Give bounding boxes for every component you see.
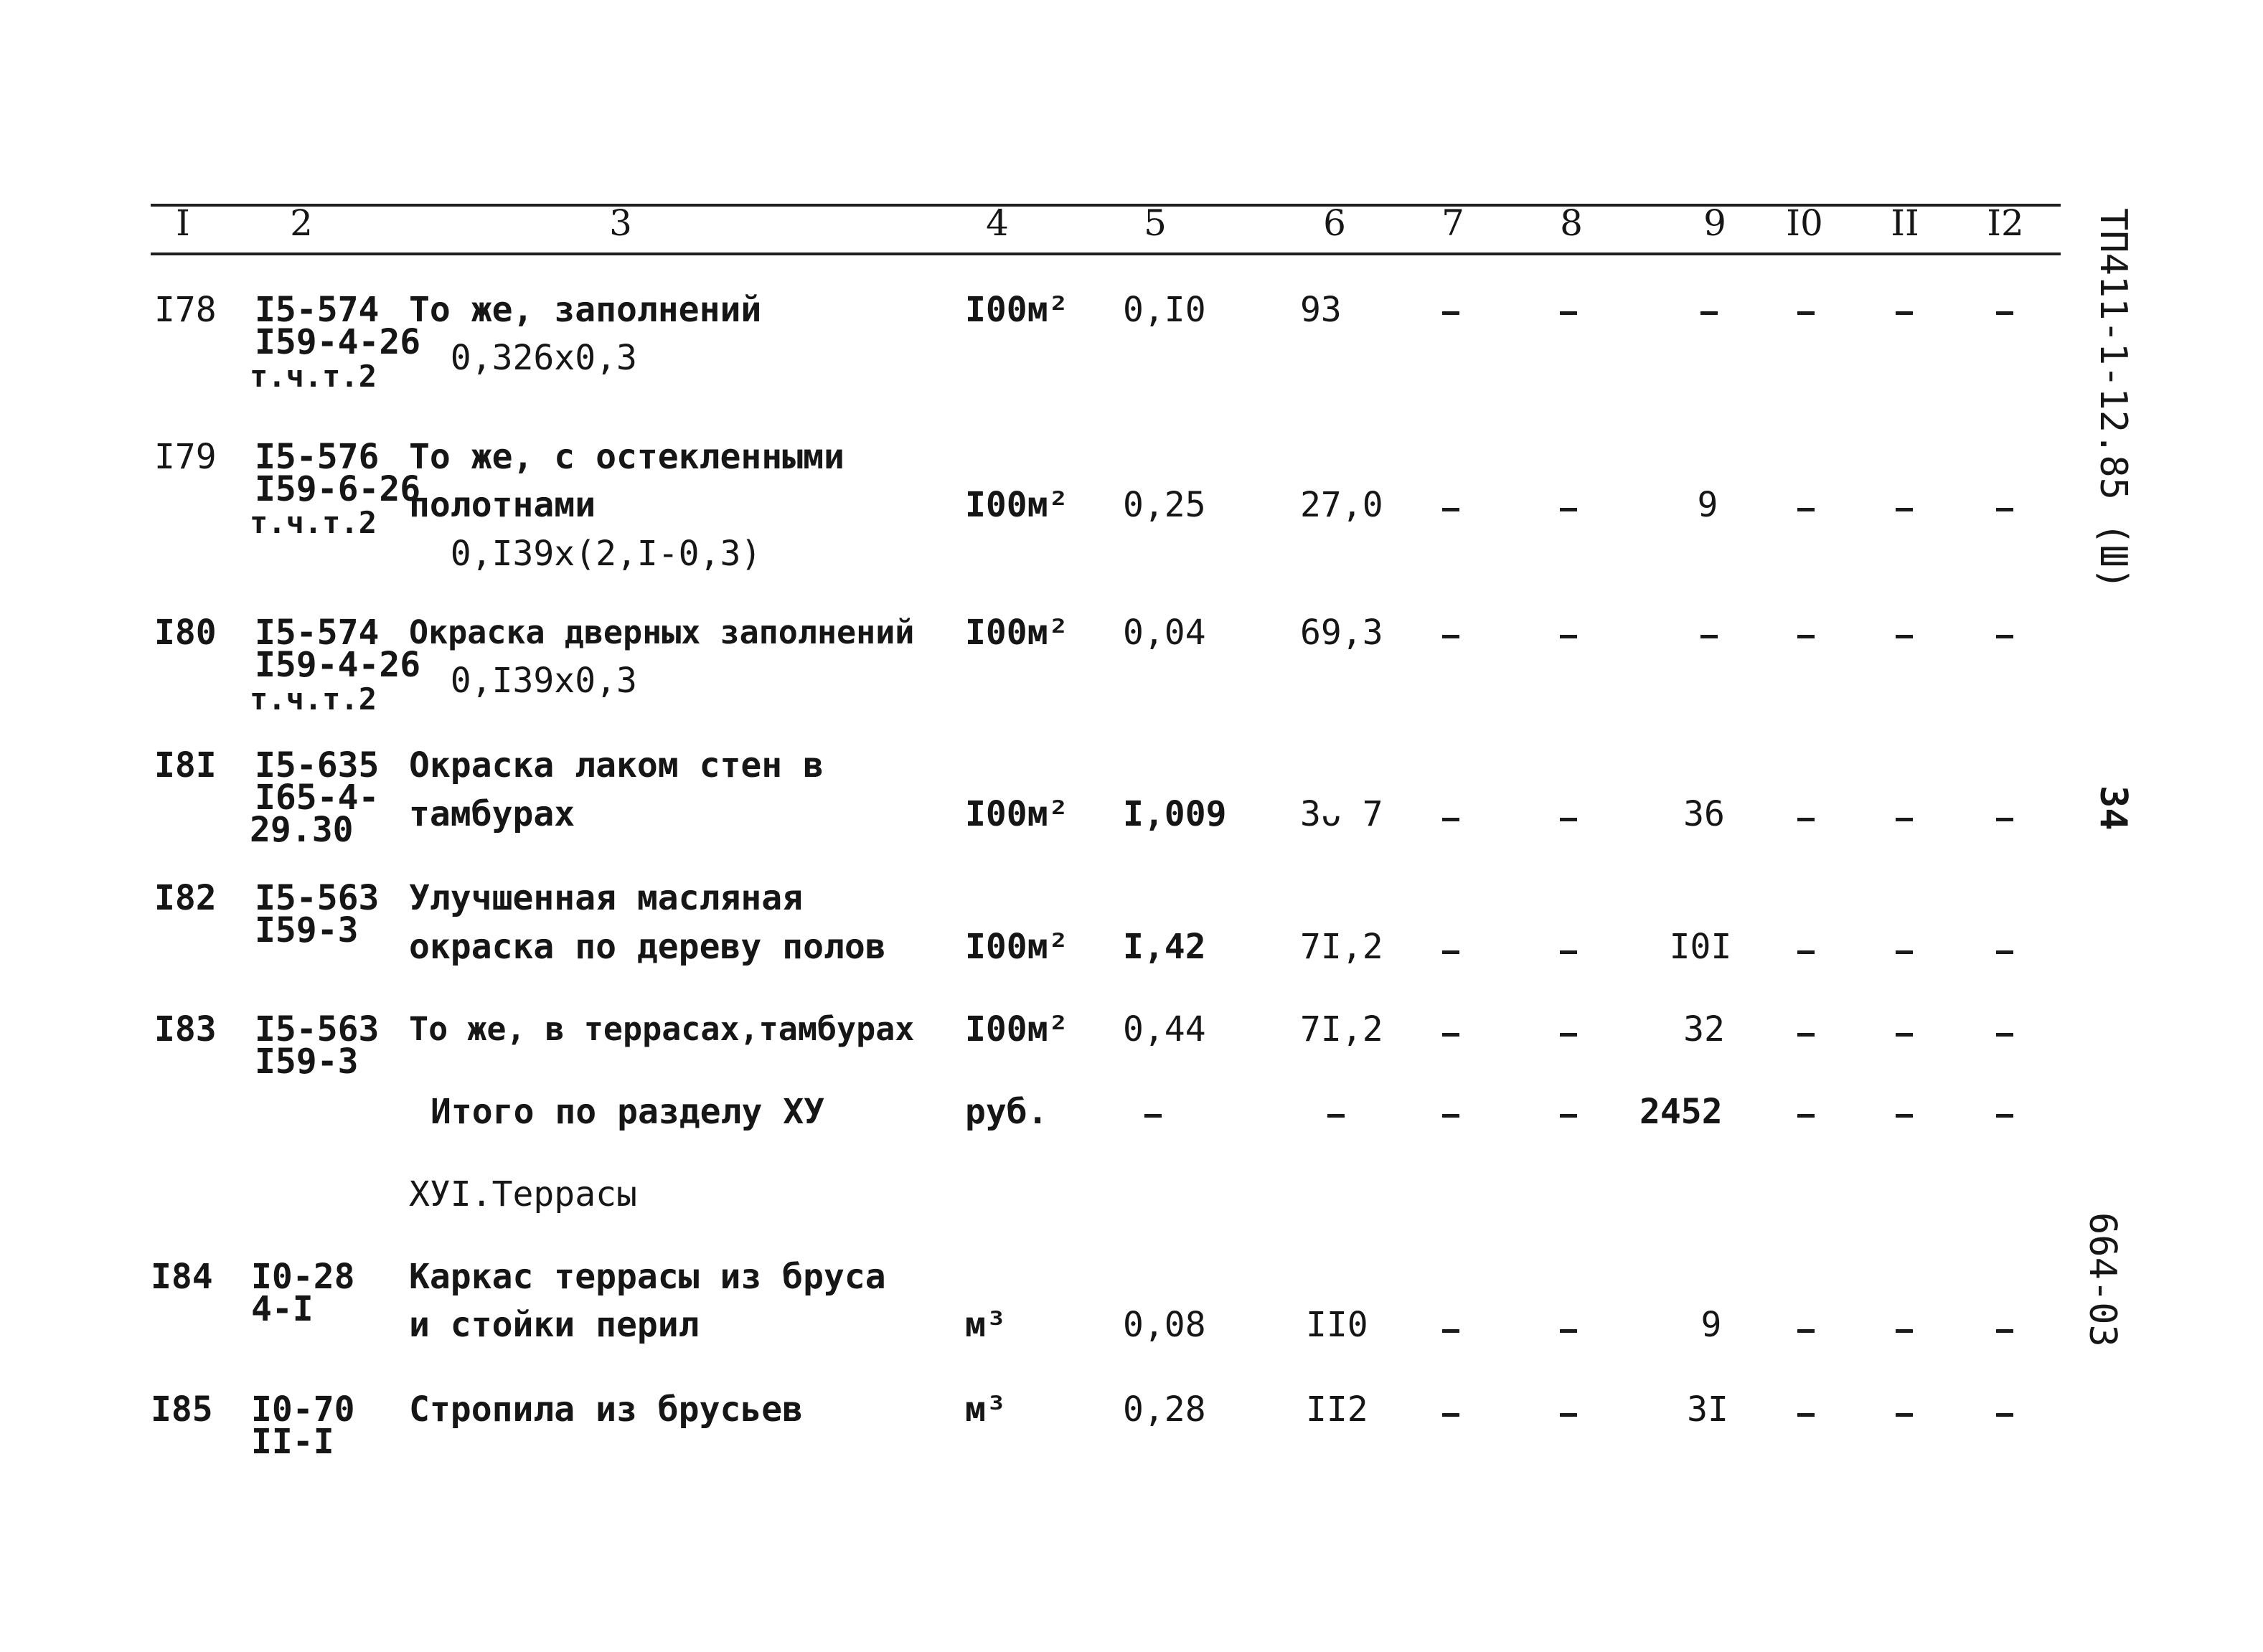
row-col11-dash	[1896, 508, 1913, 511]
row-code-line: I59-4-26	[255, 645, 421, 685]
total-label: Итого по разделу ХУ	[431, 1092, 825, 1132]
row-description-line: Каркас террасы из бруса	[409, 1257, 886, 1297]
row-total-cost: 9	[1697, 485, 1718, 525]
row-col9-dash	[1700, 635, 1718, 638]
album-code: 664-03	[2081, 1212, 2124, 1347]
row-total-cost: I0I	[1669, 927, 1732, 967]
row-unit-price: 27,0	[1300, 485, 1383, 525]
page-number: 34	[2092, 785, 2135, 831]
row-code-line: т.ч.т.2	[250, 681, 377, 717]
row-code-line: I0-28	[251, 1257, 355, 1297]
column-header-8: 8	[1560, 202, 1583, 244]
row-number: I8I	[154, 745, 217, 785]
total-col11-dash	[1896, 1114, 1913, 1118]
row-code-line: 4-I	[251, 1289, 314, 1329]
row-description-line: 0,I39х(2,I-0,3)	[409, 534, 762, 574]
row-description-line: 0,I39х0,3	[409, 661, 637, 701]
row-col7-dash	[1442, 311, 1459, 315]
total-qty-dash	[1144, 1114, 1162, 1118]
row-col8-dash	[1560, 818, 1577, 821]
row-col11-dash	[1896, 950, 1913, 954]
row-description-line: тамбурах	[409, 794, 575, 834]
row-number: I79	[154, 437, 217, 477]
row-description-line: окраска по дереву полов	[409, 927, 886, 967]
row-col8-dash	[1560, 1329, 1577, 1333]
row-description-line: и стойки перил	[409, 1305, 700, 1345]
row-total-cost: 32	[1683, 1009, 1725, 1049]
row-code-line: I5-574	[255, 290, 380, 330]
row-col10-dash	[1797, 818, 1815, 821]
row-col7-dash	[1442, 1413, 1459, 1417]
row-col7-dash	[1442, 950, 1459, 954]
row-col8-dash	[1560, 635, 1577, 638]
row-col7-dash	[1442, 508, 1459, 511]
row-unit-price: II2	[1306, 1389, 1368, 1430]
row-code-line: I65-4-	[255, 778, 380, 818]
row-quantity: 0,28	[1123, 1389, 1206, 1430]
row-description-line: 0,326х0,3	[409, 338, 637, 378]
row-col8-dash	[1560, 311, 1577, 315]
row-unit-price: 69,3	[1300, 613, 1383, 653]
row-code-line: I5-563	[255, 1009, 380, 1049]
row-unit: м³	[965, 1389, 1007, 1430]
row-col11-dash	[1896, 1033, 1913, 1037]
row-col10-dash	[1797, 508, 1815, 511]
total-price-dash	[1327, 1114, 1345, 1118]
row-code-line: I5-576	[255, 437, 380, 477]
row-col11-dash	[1896, 1413, 1913, 1417]
total-col7-dash	[1442, 1114, 1459, 1118]
row-number: I83	[154, 1009, 217, 1049]
row-col8-dash	[1560, 1413, 1577, 1417]
row-code-line: II-I	[251, 1422, 334, 1462]
column-header-6: 6	[1323, 202, 1346, 244]
total-unit: руб.	[965, 1092, 1048, 1132]
row-number: I84	[151, 1257, 213, 1297]
row-description-line: То же, в террасах,тамбурах	[409, 1010, 915, 1048]
row-unit-price: 7I,2	[1300, 927, 1383, 967]
row-col7-dash	[1442, 635, 1459, 638]
row-quantity: 0,08	[1123, 1305, 1206, 1345]
row-quantity: 0,I0	[1123, 290, 1206, 330]
row-col12-dash	[1996, 950, 2013, 954]
column-header-11: II	[1891, 202, 1919, 244]
row-col11-dash	[1896, 1329, 1913, 1333]
row-code-line: т.ч.т.2	[250, 505, 377, 540]
row-col7-dash	[1442, 1033, 1459, 1037]
row-unit-price: 7I,2	[1300, 1009, 1383, 1049]
row-code-line: 29.30	[250, 810, 354, 850]
row-col11-dash	[1896, 635, 1913, 638]
row-col10-dash	[1797, 1033, 1815, 1037]
total-col10-dash	[1797, 1114, 1815, 1118]
row-code-line: I5-563	[255, 878, 380, 918]
row-code-line: т.ч.т.2	[250, 359, 377, 394]
row-description-line: То же, заполнений	[409, 290, 762, 330]
column-header-9: 9	[1703, 202, 1726, 244]
total-sum: 2452	[1639, 1092, 1723, 1132]
row-description-line: Улучшенная масляная	[409, 878, 804, 918]
row-col10-dash	[1797, 635, 1815, 638]
column-header-5: 5	[1144, 202, 1167, 244]
row-total-cost: 36	[1683, 794, 1725, 834]
row-quantity: 0,25	[1123, 485, 1206, 525]
row-quantity: I,42	[1123, 927, 1206, 967]
row-code-line: I5-574	[255, 613, 380, 653]
document-code: ТП411-1-12.85 (Ш)	[2092, 208, 2135, 590]
row-unit: I00м²	[965, 1009, 1069, 1049]
header-bottom-rule	[151, 252, 2061, 255]
row-description-line: Окраска дверных заполнений	[409, 613, 915, 651]
column-header-1: I	[176, 202, 190, 244]
column-header-2: 2	[290, 202, 313, 244]
row-col12-dash	[1996, 818, 2013, 821]
column-header-7: 7	[1441, 202, 1464, 244]
column-header-4: 4	[986, 202, 1009, 244]
row-code-line: I59-3	[255, 1042, 359, 1082]
row-unit: I00м²	[965, 613, 1069, 653]
row-unit: I00м²	[965, 485, 1069, 525]
row-quantity: 0,44	[1123, 1009, 1206, 1049]
row-col12-dash	[1996, 1033, 2013, 1037]
row-quantity: 0,04	[1123, 613, 1206, 653]
row-total-cost: 9	[1700, 1305, 1722, 1345]
row-code-line: I0-70	[251, 1389, 355, 1430]
row-quantity: I,009	[1123, 794, 1227, 834]
row-col12-dash	[1996, 635, 2013, 638]
row-total-cost: 3I	[1687, 1389, 1728, 1430]
section-title: ХУI.Террасы	[409, 1174, 637, 1214]
row-code-line: I5-635	[255, 745, 380, 785]
total-col12-dash	[1996, 1114, 2013, 1118]
row-unit-price: 93	[1300, 290, 1342, 330]
row-description-line: полотнами	[409, 485, 596, 525]
row-unit-price: II0	[1306, 1305, 1368, 1345]
row-unit: м³	[965, 1305, 1007, 1345]
row-col10-dash	[1797, 950, 1815, 954]
row-number: I85	[151, 1389, 213, 1430]
row-col11-dash	[1896, 311, 1913, 315]
row-col9-dash	[1700, 311, 1718, 315]
row-code-line: I59-4-26	[255, 322, 421, 362]
row-code-line: I59-3	[255, 910, 359, 950]
total-col8-dash	[1560, 1114, 1577, 1118]
row-col8-dash	[1560, 950, 1577, 954]
row-col11-dash	[1896, 818, 1913, 821]
row-col12-dash	[1996, 508, 2013, 511]
row-col7-dash	[1442, 818, 1459, 821]
row-col10-dash	[1797, 1329, 1815, 1333]
row-number: I78	[154, 290, 217, 330]
row-col12-dash	[1996, 1413, 2013, 1417]
column-header-12: I2	[1987, 202, 2024, 244]
row-col12-dash	[1996, 311, 2013, 315]
row-unit: I00м²	[965, 927, 1069, 967]
row-col10-dash	[1797, 311, 1815, 315]
row-col8-dash	[1560, 508, 1577, 511]
row-col8-dash	[1560, 1033, 1577, 1037]
row-col10-dash	[1797, 1413, 1815, 1417]
row-col7-dash	[1442, 1329, 1459, 1333]
row-number: I80	[154, 613, 217, 653]
row-col12-dash	[1996, 1329, 2013, 1333]
column-header-10: I0	[1786, 202, 1823, 244]
row-number: I82	[154, 878, 217, 918]
row-unit: I00м²	[965, 794, 1069, 834]
row-description-line: Окраска лаком стен в	[409, 745, 824, 785]
row-code-line: I59-6-26	[255, 469, 421, 509]
column-header-3: 3	[609, 202, 632, 244]
row-description-line: То же, с остекленными	[409, 437, 844, 477]
row-unit-price: 3ᴗ 7	[1300, 794, 1383, 834]
row-unit: I00м²	[965, 290, 1069, 330]
row-description-line: Стропила из брусьев	[409, 1389, 804, 1430]
